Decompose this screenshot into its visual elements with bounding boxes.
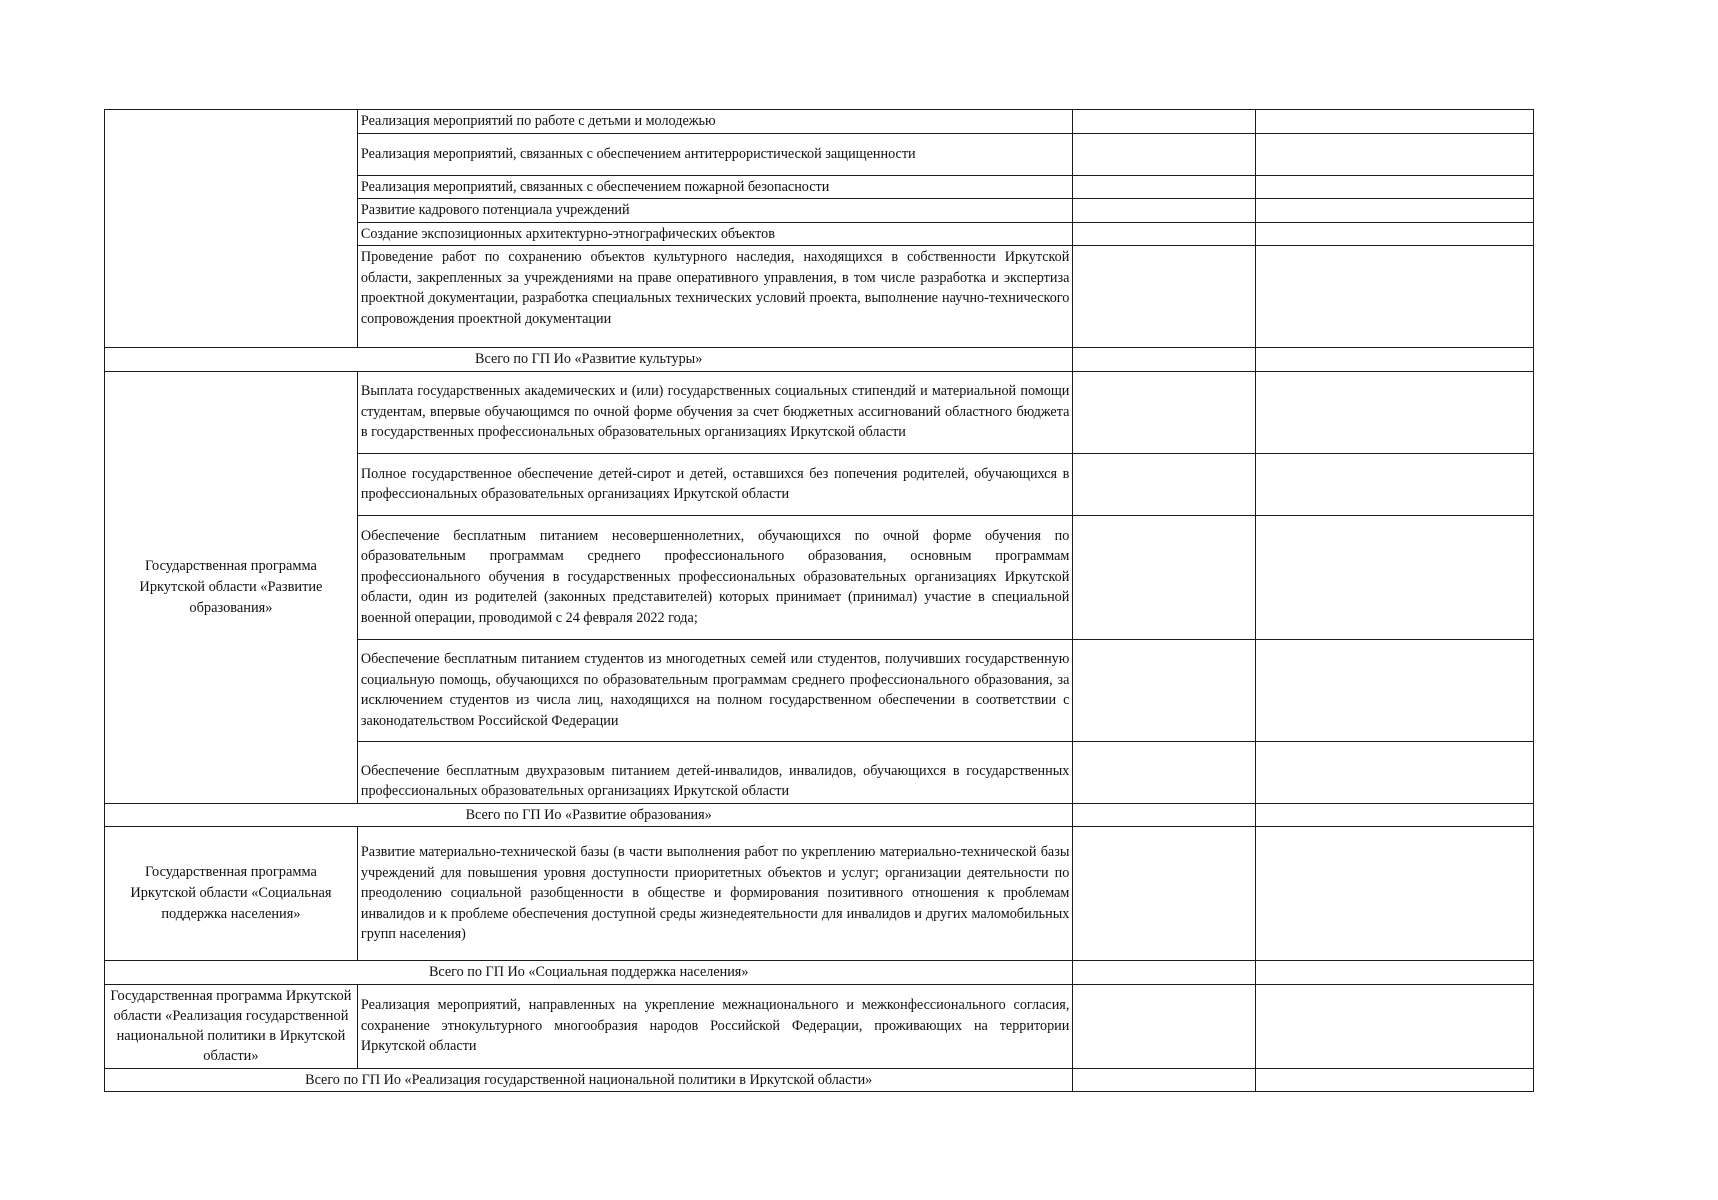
value-cell: [1073, 246, 1256, 348]
total-label: Всего по ГП Ио «Развитие образования»: [465, 806, 712, 823]
event-cell: Обеспечение бесплатным двухразовым питанием детей-инвалидов, инвалидов, обучающихся в государственных профессиональных образовательных организациях Иркутской области: [357, 741, 1073, 803]
value-cell: [1256, 515, 1534, 639]
value-cell: [1256, 1068, 1534, 1092]
value-cell: [1073, 110, 1256, 134]
table-row: [105, 110, 1534, 134]
event-cell: Реализация мероприятий, связанных с обеспечением пожарной безопасности: [357, 175, 1073, 199]
event-cell: Реализация мероприятий, направленных на укрепление межнационального и межконфессионального согласия, сохранение этнокультурного многообразия народов Российской Федерации, проживающих на территории Иркутской области: [357, 984, 1073, 1068]
event-cell: Развитие кадрового потенциала учреждений: [357, 199, 1073, 223]
value-cell: [1256, 639, 1534, 741]
table-row: [105, 984, 1534, 1068]
value-cell: [1073, 803, 1256, 827]
value-cell: [1073, 133, 1256, 175]
total-row: [105, 803, 1534, 827]
value-cell: [1073, 961, 1256, 985]
table-row: [105, 827, 1534, 961]
event-cell: Выплата государственных академических и (или) государственных социальных стипендий и материальной помощи студентам, впервые обучающимся по очной форме обучения за счет бюджетных ассигнований областного бюджета в государственных профессиональных образовательных организациях Иркутской области: [357, 371, 1073, 453]
value-cell: [1256, 827, 1534, 961]
event-cell: Проведение работ по сохранению объектов культурного наследия, находящихся в собственности Иркутской области, закрепленных за учреждениями на праве оперативного управления, в том числе разработка и экспертиза проектной документации, разработка специальных технических условий проекта, выполнение научно-технического сопровождения проектной документации: [357, 246, 1073, 348]
value-cell: [1073, 827, 1256, 961]
value-cell: [1073, 453, 1256, 515]
event-cell: Обеспечение бесплатным питанием студентов из многодетных семей или студентов, получивших государственную социальную помощь, обучающихся по образовательным программам среднего профессионального образования, за исключением студентов из числа лиц, находящихся на полном государственном обеспечении в соответствии с законодательством Российской Федерации: [357, 639, 1073, 741]
total-cell: [105, 348, 1073, 372]
value-cell: [1256, 175, 1534, 199]
value-cell: [1073, 199, 1256, 223]
event-cell: Создание экспозиционных архитектурно-этнографических объектов: [357, 222, 1073, 246]
table-row: [105, 371, 1534, 453]
value-cell: [1073, 175, 1256, 199]
total-cell: [105, 803, 1073, 827]
total-cell: [105, 961, 1073, 985]
value-cell: [1256, 371, 1534, 453]
value-cell: [1073, 1068, 1256, 1092]
value-cell: [1256, 453, 1534, 515]
value-cell: [1073, 371, 1256, 453]
value-cell: [1073, 222, 1256, 246]
total-row: [105, 348, 1534, 372]
total-cell: [105, 1068, 1073, 1092]
value-cell: [1256, 133, 1534, 175]
value-cell: [1256, 984, 1534, 1068]
event-cell: Развитие материально-технической базы (в части выполнения работ по укреплению материально-технической базы учреждений для повышения уровня доступности приоритетных объектов и услуг; организации деятельности по преодолению социальной разобщенности в обществе и формирования позитивного отношения к проблемам инвалидов и к проблеме обеспечения доступной среды жизнедеятельности для инвалидов и других маломобильных групп населения): [357, 827, 1073, 961]
value-cell: [1256, 961, 1534, 985]
value-cell: [1073, 984, 1256, 1068]
total-label: Всего по ГП Ио «Социальная поддержка населения»: [428, 964, 749, 980]
value-cell: [1256, 803, 1534, 827]
value-cell: [1256, 199, 1534, 223]
total-label: Всего по ГП Ио «Развитие культуры»: [475, 351, 703, 367]
event-cell: Обеспечение бесплатным питанием несовершеннолетних, обучающихся по очной форме обучения по образовательным программам среднего профессионального образования, основным программам профессионального обучения в государственных профессиональных образовательных организациях Иркутской области, один из родителей (законных представителей) которых принимает (принимал) участие в специальной военной операции, проводимой с 24 февраля 2022 года;: [357, 515, 1073, 639]
total-row: [105, 1068, 1534, 1092]
event-cell: Реализация мероприятий по работе с детьми и молодежью: [357, 110, 1073, 134]
program-cell: Государственная программа Иркутской области «Развитие образования»: [105, 371, 358, 803]
total-label: Всего по ГП Ио «Реализация государственной национальной политики в Иркутской области»: [305, 1071, 873, 1088]
event-cell: Реализация мероприятий, связанных с обеспечением антитеррористической защищенности: [357, 133, 1073, 175]
value-cell: [1256, 110, 1534, 134]
value-cell: [1256, 348, 1534, 372]
total-row: [105, 961, 1534, 985]
value-cell: [1073, 348, 1256, 372]
budget-table: [104, 109, 1534, 1092]
value-cell: [1073, 639, 1256, 741]
program-cell-continued: [105, 110, 358, 348]
value-cell: [1256, 741, 1534, 803]
value-cell: [1256, 222, 1534, 246]
value-cell: [1073, 515, 1256, 639]
event-cell: Полное государственное обеспечение детей-сирот и детей, оставшихся без попечения родителей, обучающихся в профессиональных образовательных организациях Иркутской области: [357, 453, 1073, 515]
value-cell: [1256, 246, 1534, 348]
program-cell: Государственная программа Иркутской области «Социальная поддержка населения»: [105, 827, 358, 961]
program-cell: Государственная программа Иркутской области «Реализация государственной национальной политики в Иркутской области»: [105, 984, 358, 1068]
value-cell: [1073, 741, 1256, 803]
